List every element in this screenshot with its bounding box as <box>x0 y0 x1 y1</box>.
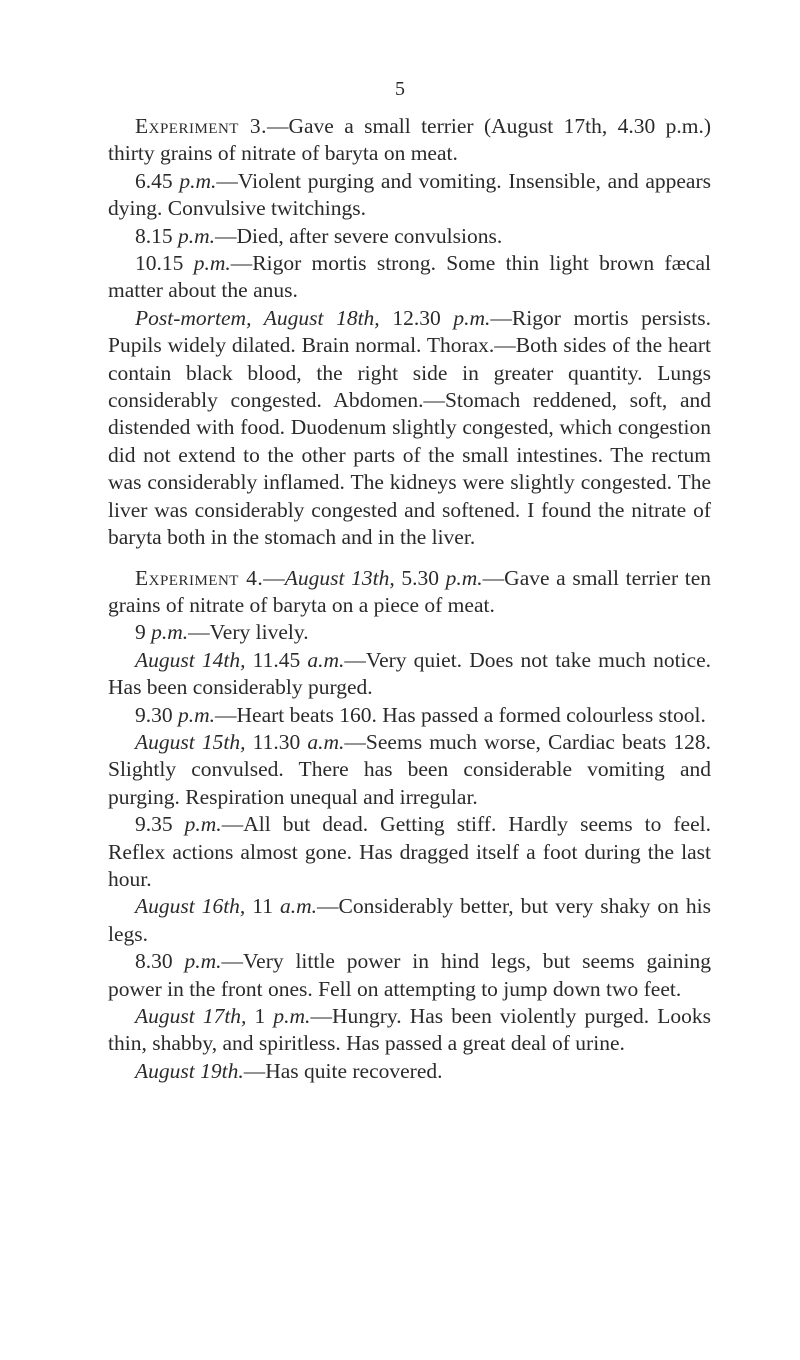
paragraph-text: 5.30 <box>394 565 446 590</box>
paragraph <box>108 223 711 250</box>
italic-text: a.m. <box>307 729 345 754</box>
paragraph <box>108 811 711 893</box>
paragraph <box>108 647 711 702</box>
paragraph-text: —Gave a small terrier (August 17th, 4.30 p.m.) thirty grains of nitrate of baryta on meat. <box>108 114 711 166</box>
paragraph <box>108 1058 711 1085</box>
page-number: 5 <box>395 78 405 100</box>
paragraph <box>108 893 711 948</box>
paragraph-text: 9 <box>135 620 152 645</box>
paragraph-text: —Rigor mortis strong. Some thin light brown fæcal matter about the anus. <box>108 251 711 303</box>
italic-text: p.m. <box>178 702 216 727</box>
italic-text: p.m. <box>179 168 217 193</box>
paragraph-text: —Seems much worse, Cardiac beats 128. Slightly convulsed. There has been considerable vomiting and purging. Respiration unequal and irregular. <box>108 729 711 809</box>
paragraph-text: 9.35 <box>135 812 185 837</box>
italic-text: p.m. <box>178 223 216 248</box>
paragraph <box>108 250 711 305</box>
paragraph <box>108 305 711 552</box>
paragraph-text: —Heart beats 160. Has passed a formed colourless stool. <box>215 702 706 727</box>
italic-text: p.m. <box>273 1004 311 1028</box>
paragraph-text: 1 <box>246 1004 274 1028</box>
italic-text: August 13th, <box>284 565 395 590</box>
paragraph <box>108 702 711 729</box>
italic-text: p.m. <box>184 949 222 974</box>
paragraph-text: 10.15 <box>135 251 194 276</box>
experiment-heading: Experiment 3. <box>135 114 267 138</box>
italic-text: August 16th, <box>135 894 246 919</box>
experiment-heading: Experiment 4. <box>135 565 264 590</box>
paragraph <box>108 948 711 1003</box>
paragraph-text: —Died, after severe convulsions. <box>215 223 503 248</box>
paragraph <box>108 729 711 811</box>
italic-text: p.m. <box>453 305 491 330</box>
paragraph-text: —Violent purging and vomiting. Insensible, and appears dying. Convulsive twitchings. <box>108 168 712 221</box>
italic-text: August 15th, <box>135 729 246 754</box>
paragraph-text: 11 <box>245 894 280 919</box>
body-text <box>108 113 711 1085</box>
paragraph-text: —All but dead. Getting stiff. Hardly seems to feel. Reflex actions almost gone. Has dragged itself a foot during the last hour. <box>108 812 711 891</box>
italic-text: Post-mortem, August 18th, <box>135 305 380 330</box>
paragraph-text: —Gave a small terrier ten grains of nitrate of baryta on a piece of meat. <box>108 565 712 617</box>
paragraph-text: —Has quite recovered. <box>243 1058 443 1083</box>
paragraph-text: — <box>263 565 285 590</box>
paragraph <box>108 565 711 620</box>
paragraph-text: —Very little power in hind legs, but seems gaining power in the front ones. Fell on attempting to jump down two feet. <box>108 949 712 1001</box>
paragraph-text: 6.45 <box>135 168 180 193</box>
paragraph <box>108 168 711 223</box>
paragraph-text: —Hungry. Has been violently purged. Looks thin, shabby, and spiritless. Has passed a great deal of urine. <box>108 1004 712 1056</box>
italic-text: p.m. <box>151 620 189 645</box>
paragraph <box>108 619 711 646</box>
italic-text: p.m. <box>445 565 483 590</box>
paragraph-text: 11.45 <box>245 647 308 672</box>
paragraph-text: 8.15 <box>135 223 178 248</box>
paragraph-text: 9.30 <box>135 702 178 727</box>
paragraph <box>108 113 711 168</box>
italic-text: August 19th. <box>135 1058 244 1083</box>
italic-text: a.m. <box>280 894 318 919</box>
paragraph-text: —Rigor mortis persists. Pupils widely dilated. Brain normal. Thorax.—Both sides of the heart contain black blood, the right side in greater quantity. Lungs considerably congested. Abdomen.—Stomach reddened, soft, and distended with food. Duodenum slightly congested, which congestion did not extend to the other parts of the small intestines. The rectum was considerably inflamed. The kidneys were slightly congested. The liver was considerably congested and softened. I found the nitrate of baryta both in the stomach and in the liver. <box>108 305 712 550</box>
italic-text: August 17th, <box>135 1004 247 1028</box>
paragraph-text: 11.30 <box>245 729 308 754</box>
paragraph-text: 12.30 <box>379 305 454 330</box>
paragraph-text: 8.30 <box>135 949 185 974</box>
paragraph-text: —Very quiet. Does not take much notice. Has been considerably purged. <box>108 647 711 700</box>
italic-text: a.m. <box>307 647 345 672</box>
italic-text: p.m. <box>193 251 231 276</box>
paragraph-text: —Considerably better, but very shaky on his legs. <box>108 894 711 946</box>
paragraph <box>108 1003 711 1058</box>
italic-text: August 14th, <box>135 647 246 672</box>
paragraph-text: —Very lively. <box>188 620 309 645</box>
italic-text: p.m. <box>184 812 222 837</box>
